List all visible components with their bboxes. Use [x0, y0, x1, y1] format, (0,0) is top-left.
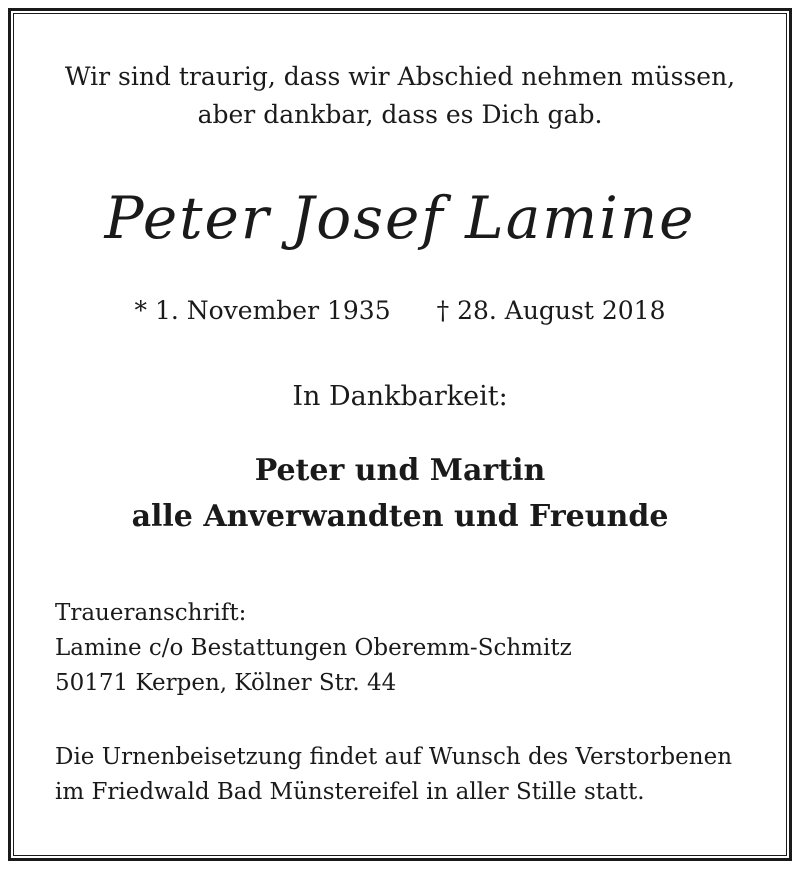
deceased-name: Peter Josef Lamine: [104, 184, 696, 252]
notice-line-1: Die Urnenbeisetzung findet auf Wunsch des Verstorbenen: [55, 744, 733, 770]
death-date: † 28. August 2018: [436, 296, 666, 325]
gratitude-heading: In Dankbarkeit:: [292, 381, 508, 412]
life-dates: [0, 294, 800, 328]
motto: [0, 58, 800, 134]
motto-line-2: aber dankbar, dass es Dich gab.: [197, 100, 603, 129]
motto-line-1: Wir sind traurig, dass wir Abschied nehmen müssen,: [64, 62, 736, 91]
address-line-2: 50171 Kerpen, Kölner Str. 44: [55, 670, 397, 696]
notice-line-2: im Friedwald Bad Münstereifel in aller Stille statt.: [55, 779, 645, 805]
mourners-line-1: Peter und Martin: [254, 453, 546, 488]
mourners: [0, 448, 800, 540]
mourning-address: [55, 596, 572, 701]
birth-date: * 1. November 1935: [134, 296, 391, 325]
address-line-1: Lamine c/o Bestattungen Oberemm-Schmitz: [55, 635, 572, 661]
address-label: Traueranschrift:: [55, 600, 247, 626]
inner-border: [13, 13, 787, 856]
mourners-line-2: alle Anverwandten und Freunde: [131, 499, 669, 534]
burial-notice: [55, 740, 732, 810]
